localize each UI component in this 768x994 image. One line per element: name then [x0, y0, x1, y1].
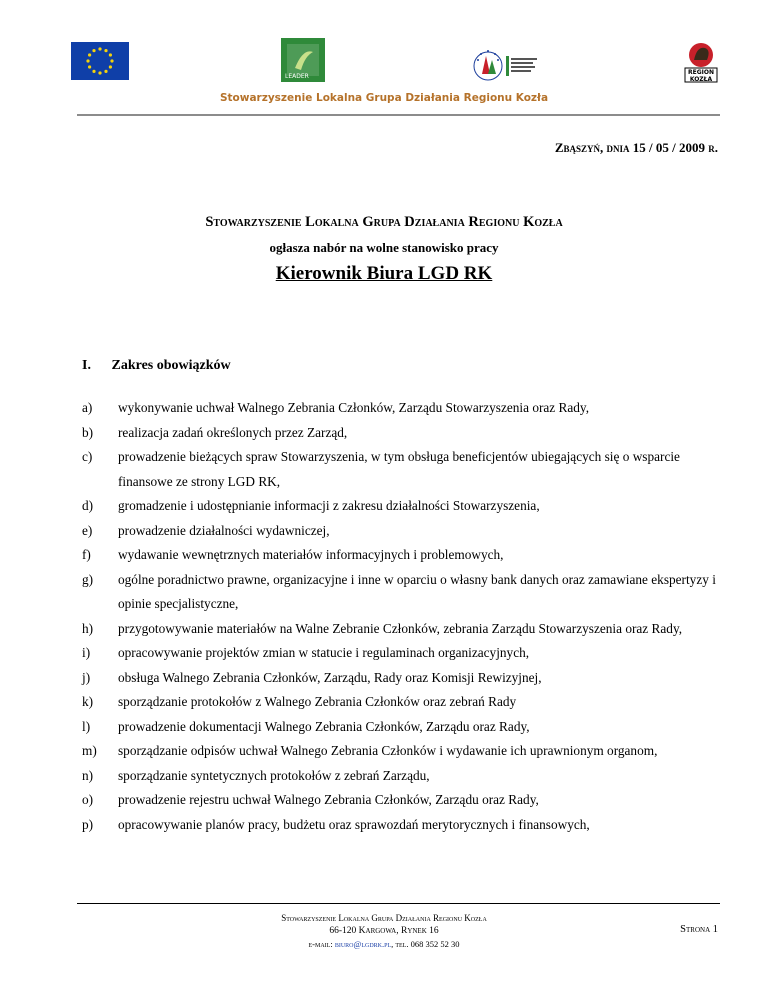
duties-list [82, 396, 722, 837]
list-item [82, 764, 722, 789]
list-item-text: gromadzenie i udostępnianie informacji z zakresu działalności Stowarzyszenia, [118, 498, 540, 513]
list-item-letter: n) [82, 767, 94, 783]
list-item-text: opracowywanie planów pracy, budżetu oraz sprawozdań merytorycznych i finansowych, [118, 816, 590, 832]
prow-logo-icon [472, 46, 542, 86]
list-item [82, 543, 722, 568]
page-number: Strona 1 [680, 924, 718, 935]
eu-flag-icon [71, 42, 129, 80]
list-item-letter: l) [82, 718, 91, 734]
list-item-letter: h) [82, 620, 94, 636]
list-item-text: ogólne poradnictwo prawne, organizacyjne i inne w oparciu o własny bank danych oraz zamawiane ekspertyzy i opinie specjalistyczne, [118, 571, 716, 611]
list-item [82, 421, 722, 446]
header-org-name: Stowarzyszenie Lokalna Grupa Działania Regionu Kozła [219, 92, 549, 104]
list-item-text: obsługa Walnego Zebrania Członków, Zarządu, Rady oraz Komisji Rewizyjnej, [118, 669, 542, 685]
date-value: 15 / 05 / 2009 [632, 140, 705, 155]
list-item-text: sporządzanie syntetycznych protokołów z zebrań Zarządu, [118, 767, 430, 783]
list-item-text: sporządzanie odpisów uchwał Walnego Zebrania Członków i wydawanie ich uprawnionym organom, [118, 743, 658, 758]
list-item-letter: k) [82, 694, 94, 709]
list-item-text: sporządzanie protokołów z Walnego Zebrania Członków oraz zebrań Rady [118, 694, 517, 709]
list-item [82, 396, 722, 421]
list-item-letter: e) [82, 522, 93, 538]
header-logos [0, 38, 768, 88]
list-item-text: realizacja zadań określonych przez Zarząd, [118, 424, 348, 440]
footer-divider [77, 903, 720, 904]
list-item-letter: f) [82, 547, 91, 562]
list-item [82, 666, 722, 691]
list-item [82, 641, 722, 666]
section-title: Zakres obowiązków [111, 358, 231, 373]
footer-phone: , tel. 068 352 52 30 [391, 939, 460, 949]
footer-email-label: e-mail: [308, 939, 333, 949]
footer-email-link[interactable]: biuro@lgdrk.pl [334, 939, 392, 949]
list-item-text: prowadzenie dokumentacji Walnego Zebrania Członków, Zarządu oraz Rady, [118, 718, 530, 734]
footer-address: 66-120 Kargowa, Rynek 16 [329, 926, 439, 936]
list-item [82, 788, 722, 813]
list-item-letter: o) [82, 792, 94, 807]
list-item-text: wydawanie wewnętrznych materiałów informacyjnych i problemowych, [118, 547, 504, 562]
announcement-text: ogłasza nabór na wolne stanowisko pracy [269, 240, 499, 255]
list-item-text: przygotowywanie materiałów na Walne Zebranie Członków, zebrania Zarządu Stowarzyszenia oraz Rady, [118, 620, 683, 636]
list-item [82, 690, 722, 715]
section-heading [82, 358, 231, 374]
list-item-text: prowadzenie rejestru uchwał Walnego Zebrania Członków, Zarządu oraz Rady, [118, 792, 539, 807]
list-item [82, 568, 722, 617]
list-item-letter: d) [82, 498, 94, 513]
region-kozla-logo-icon [683, 40, 719, 84]
list-item-text: wykonywanie uchwał Walnego Zebrania Członków, Zarządu Stowarzyszenia oraz Rady, [118, 400, 590, 415]
list-item [82, 445, 722, 494]
list-item-letter: a) [82, 400, 93, 415]
leader-logo-text: LEADER [285, 73, 309, 80]
list-item [82, 739, 722, 764]
footer-org-name: Stowarzyszenie Lokalna Grupa Działania Regionu Kozła [281, 913, 487, 923]
footer [0, 912, 768, 951]
list-item [82, 494, 722, 519]
document-organization: Stowarzyszenie Lokalna Grupa Działania Regionu Kozła [205, 214, 563, 230]
list-item-letter: p) [82, 816, 94, 832]
kozla-logo-text: KOZŁA [689, 76, 713, 83]
list-item-letter: j) [82, 669, 91, 685]
date-line [555, 140, 718, 156]
list-item-letter: i) [82, 645, 91, 660]
list-item-letter: b) [82, 424, 94, 440]
list-item [82, 715, 722, 740]
section-number: I. [82, 358, 91, 373]
list-item-letter: m) [82, 743, 97, 758]
header-divider [77, 114, 720, 116]
leader-logo-icon [281, 38, 325, 82]
list-item-letter: g) [82, 571, 94, 587]
list-item [82, 813, 722, 838]
page-title: Kierownik Biura LGD RK [275, 263, 493, 284]
list-item-text: prowadzenie bieżących spraw Stowarzyszenia, w tym obsługa beneficjentów ubiegających się o wsparcie finansowe ze strony LGD RK, [118, 449, 680, 489]
footer-contact [0, 938, 768, 951]
list-item-text: opracowywanie projektów zmian w statucie i regulaminach organizacyjnych, [118, 645, 530, 660]
list-item-letter: c) [82, 449, 93, 464]
list-item [82, 617, 722, 642]
region-logo-text: REGION [688, 69, 714, 76]
date-place: Zbąszyń, dnia [554, 140, 630, 155]
date-suffix: r. [708, 140, 718, 155]
list-item [82, 519, 722, 544]
list-item-text: prowadzenie działalności wydawniczej, [118, 522, 330, 538]
